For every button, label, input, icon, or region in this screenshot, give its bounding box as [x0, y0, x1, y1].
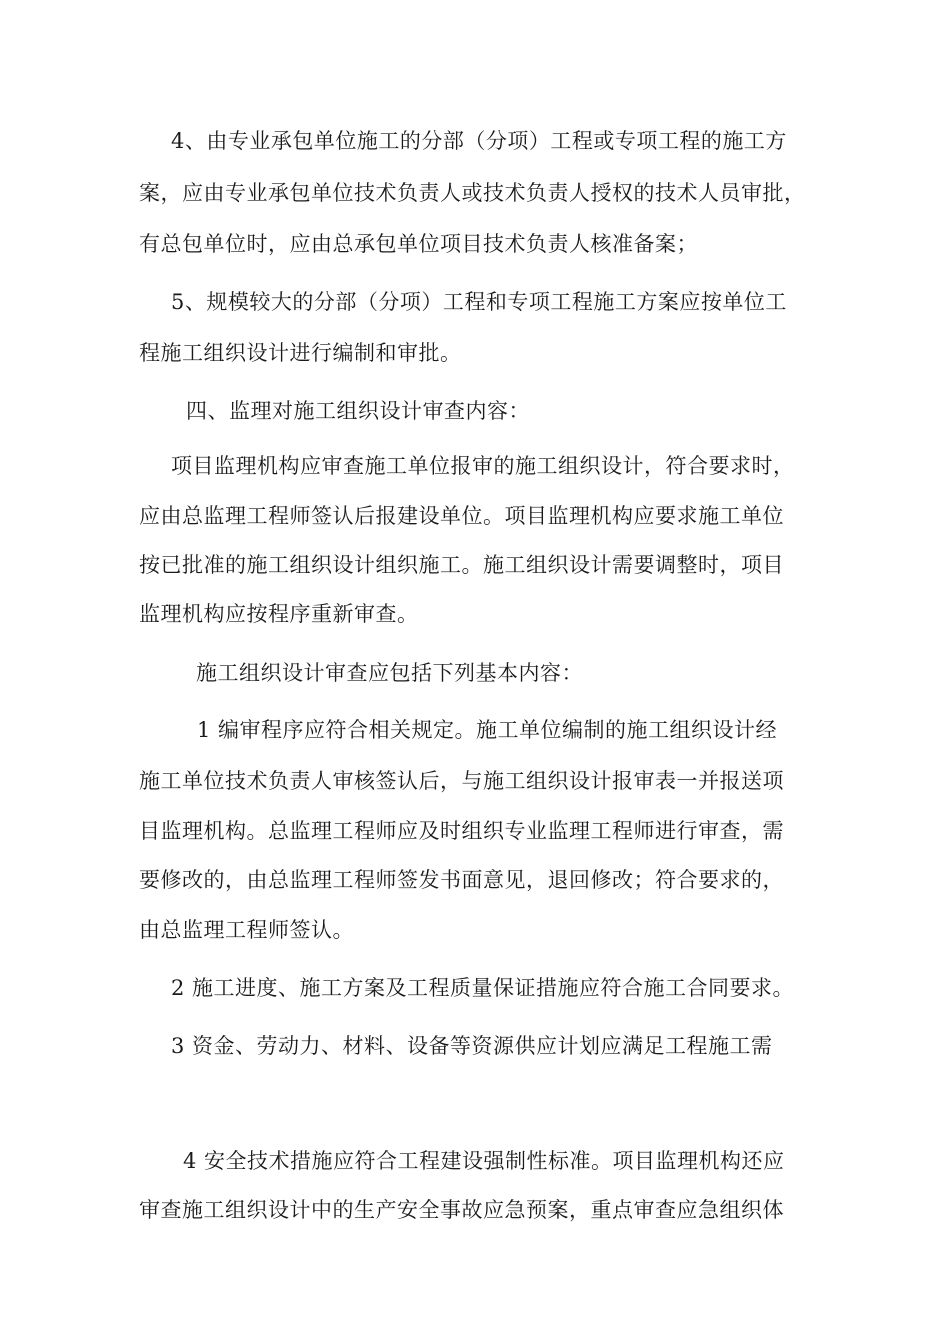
para-5-line-1: 5、规模较大的分部（分项）工程和专项工程施工方案应按单位工: [171, 290, 787, 314]
item-1-line-2: 施工单位技术负责人审核签认后，与施工组织设计报审表一并报送项: [139, 769, 784, 793]
item-1-line-1: 1 编审程序应符合相关规定。施工单位编制的施工组织设计经: [197, 718, 778, 742]
section-heading: 四、监理对施工组织设计审查内容：: [186, 399, 530, 423]
item-1-line-5: 由总监理工程师签认。: [139, 918, 354, 942]
item-1-line-4: 要修改的，由总监理工程师签发书面意见，退回修改；符合要求的，: [139, 868, 784, 892]
para-4-line-3: 有总包单位时，应由总承包单位项目技术负责人核准备案；: [139, 232, 698, 256]
para-4-line-2: 案，应由专业承包单位技术负责人或技术负责人授权的技术人员审批，: [139, 181, 806, 205]
para-5-line-2: 程施工组织设计进行编制和审批。: [139, 341, 462, 365]
item-4-line-1: 4 安全技术措施应符合工程建设强制性标准。项目监理机构还应: [183, 1149, 785, 1173]
review-line-4: 监理机构应按程序重新审查。: [139, 602, 419, 626]
basic-content-intro: 施工组织设计审查应包括下列基本内容：: [196, 661, 583, 685]
item-4-line-2: 审查施工组织设计中的生产安全事故应急预案，重点审查应急组织体: [139, 1198, 784, 1222]
item-1-line-3: 目监理机构。总监理工程师应及时组织专业监理工程师进行审查，需: [139, 819, 784, 843]
para-4-line-1: 4、由专业承包单位施工的分部（分项）工程或专项工程的施工方: [171, 129, 787, 153]
review-line-2: 应由总监理工程师签认后报建设单位。项目监理机构应要求施工单位: [139, 504, 784, 528]
item-3: 3 资金、劳动力、材料、设备等资源供应计划应满足工程施工需: [171, 1034, 773, 1058]
item-2: 2 施工进度、施工方案及工程质量保证措施应符合施工合同要求。: [171, 976, 795, 1000]
review-line-3: 按已批准的施工组织设计组织施工。施工组织设计需要调整时，项目: [139, 553, 784, 577]
review-line-1: 项目监理机构应审查施工单位报审的施工组织设计，符合要求时，: [171, 454, 795, 478]
